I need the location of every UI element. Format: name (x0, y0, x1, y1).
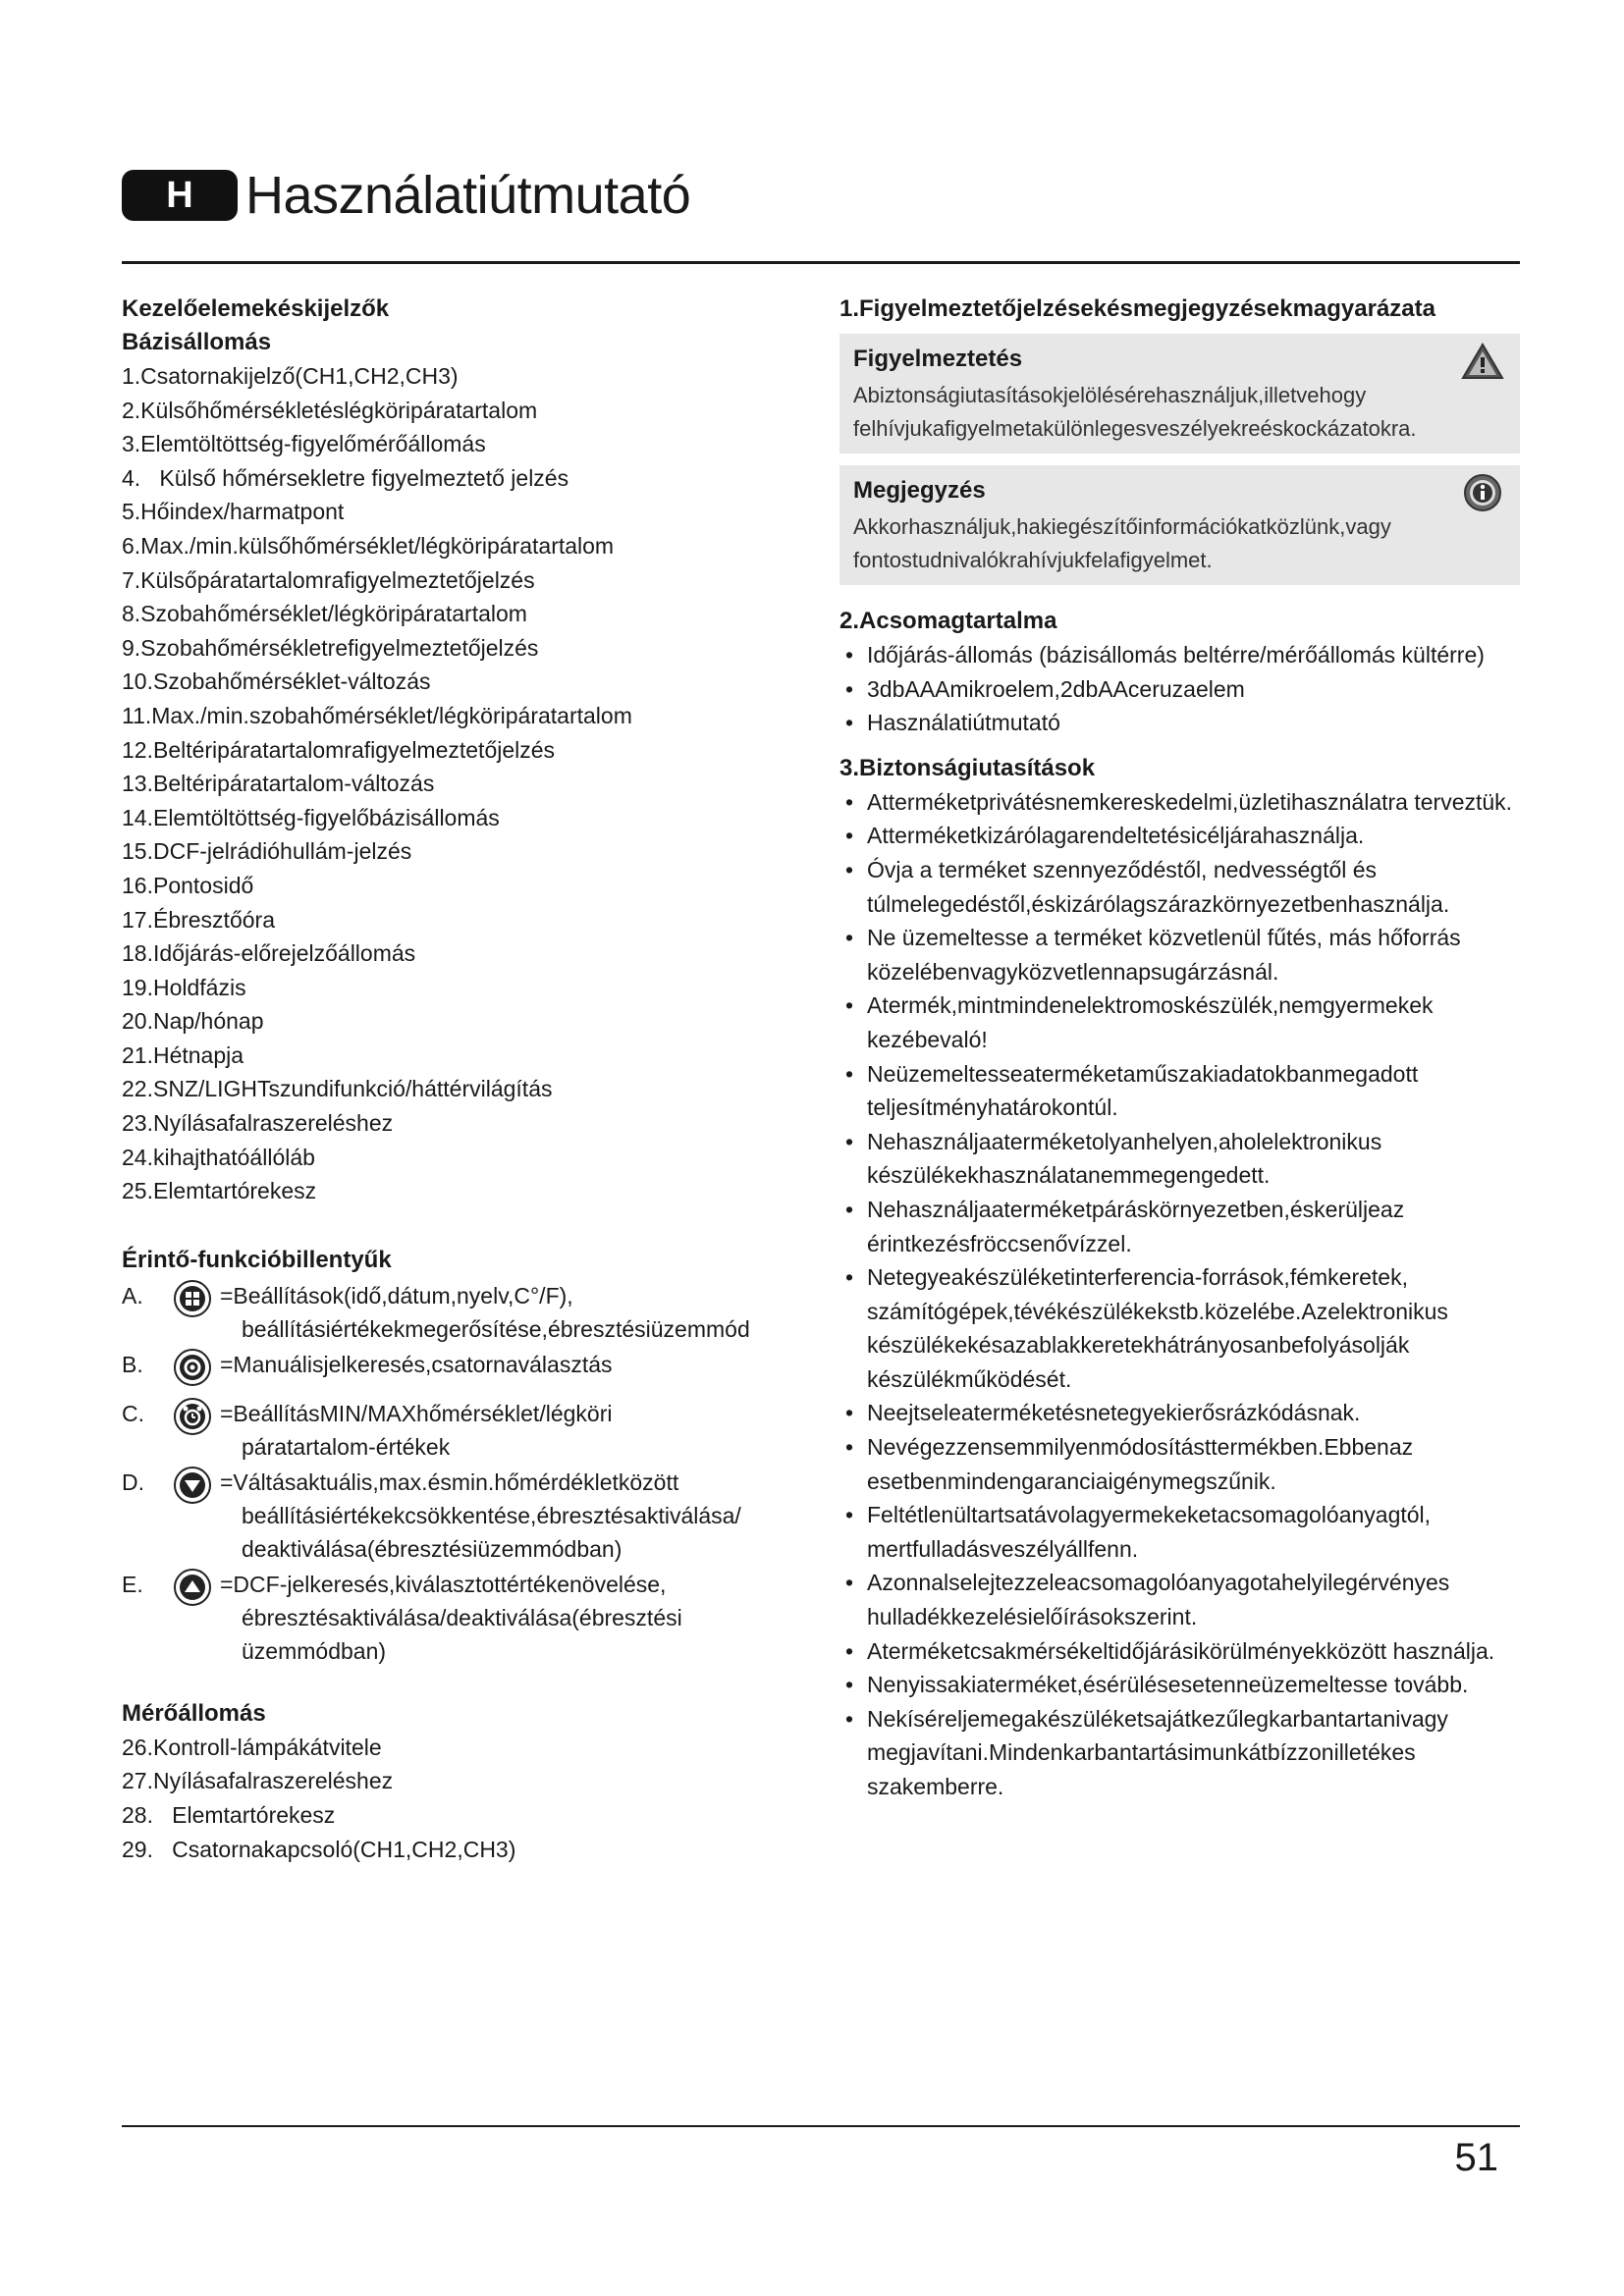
warning-box (839, 334, 1520, 454)
package-contents-list (839, 638, 1520, 740)
list-item: 29. Csatornakapcsoló(CH1,CH2,CH3) (122, 1836, 516, 1862)
touch-key-letter: B. (122, 1351, 143, 1377)
list-item: • Netegyeakészüléketinterferencia-források,fémkeretek, számítógépek,tévékészülékekstb.közelébe.Azelektronikus készülékekésazablakkeretekhátrányosanbefolyásolják készülékműködését. (839, 1260, 1520, 1396)
touch-key-letter: A. (122, 1282, 143, 1308)
arrow-down-icon (173, 1466, 212, 1505)
left-column (122, 293, 770, 1866)
sensor-station-heading: Mérőállomás (122, 1699, 266, 1727)
arrow-up-icon (173, 1568, 212, 1607)
list-item: • Feltétlenültartsatávolagyermekeketacsomagolóanyagtól, mertfulladásveszélyállfenn. (839, 1498, 1520, 1566)
list-item: • 3dbAAAmikroelem,2dbAAceruzaelem (839, 672, 1520, 707)
touch-key-description: páratartalom-értékek (242, 1433, 451, 1460)
list-item: • Atterméketprivátésnemkereskedelmi,üzletihasználatra terveztük. (839, 785, 1520, 820)
note-text: fontostudnivalókrahívjukfelafigyelmet. (853, 548, 1213, 572)
warning-triangle-icon (1461, 342, 1504, 381)
touch-keys-heading: Érintő-funkcióbillentyűk (122, 1246, 392, 1273)
right-column (839, 293, 1520, 1804)
touch-key-description: =DCF-jelkeresés,kiválasztottértékenövelése, (220, 1571, 667, 1597)
touch-key-letter: C. (122, 1400, 144, 1426)
list-item: 21.Hétnapja (122, 1041, 244, 1068)
list-item: • Aterméketcsakmérsékeltidőjárásikörülményekközött használja. (839, 1634, 1520, 1669)
list-item: 2.Külsőhőmérsékletéslégköripáratartalom (122, 397, 538, 423)
page-number: 51 (1454, 2136, 1498, 2179)
list-item: 20.Nap/hónap (122, 1008, 264, 1035)
list-item: 1.Csatornakijelző(CH1,CH2,CH3) (122, 363, 459, 389)
list-item: 5.Hőindex/harmatpont (122, 499, 345, 525)
list-item: 18.Időjárás-előrejelzőállomás (122, 940, 416, 967)
touch-key-description: =Manuálisjelkeresés,csatornaválasztás (220, 1351, 613, 1377)
list-item: • Használatiútmutató (839, 706, 1520, 740)
list-item: 16.Pontosidő (122, 872, 254, 898)
list-item: • Nehasználjaaterméketpáráskörnyezetben,éskerüljeaz érintkezésfröccsenővízzel. (839, 1193, 1520, 1260)
settings-grid-icon (173, 1279, 212, 1318)
list-item: • Azonnalselejtezzeleacsomagolóanyagotahelyilegérvényes hulladékkezelésielőírásokszerint. (839, 1566, 1520, 1633)
list-item: • Nevégezzensemmilyenmódosításttermékben.Ebbenaz esetbenmindengaranciaigénymegszűnik. (839, 1430, 1520, 1498)
list-item: 26.Kontroll-lámpákátvitele (122, 1734, 382, 1760)
touch-key-description: beállításiértékekcsökkentése,ébresztésaktiválása/ (242, 1502, 741, 1528)
touch-key-description: üzemmódban) (242, 1637, 387, 1664)
list-item: • Nekíséreljemegakészüléketsajátkezűlegkarbantartanivagy megjavítani.Mindenkarbantartásimunkátbízzonilletékes szakemberre. (839, 1702, 1520, 1804)
list-item: 12.Beltéripáratartalomrafigyelmeztetőjelzés (122, 736, 556, 763)
list-item: • Ne üzemeltesse a terméket közvetlenül fűtés, más hőforrás közelébenvagyközvetlennapsugárzásnál. (839, 921, 1520, 988)
touch-key-row (122, 1568, 770, 1668)
list-item: 11.Max./min.szobahőmérséklet/légköripáratartalom (122, 702, 632, 728)
top-divider (122, 261, 1520, 264)
base-station-list (122, 359, 770, 1208)
section-1-heading: 1.Figyelmeztetőjelzésekésmegjegyzésekmagyarázata (839, 295, 1435, 322)
channel-dial-icon (173, 1348, 212, 1387)
warning-title: Figyelmeztetés (853, 346, 1023, 372)
section-2-heading: 2.Acsomagtartalma (839, 608, 1057, 634)
list-item: • Nenyissakiaterméket,ésérülésesetenneüzemeltesse tovább. (839, 1668, 1520, 1702)
list-item: 19.Holdfázis (122, 974, 246, 1000)
touch-key-row (122, 1279, 770, 1346)
list-item: • Atterméketkizárólagarendeltetésicéljárahasználja. (839, 819, 1520, 853)
touch-key-row (122, 1348, 770, 1387)
list-item: • Neejtseleaterméketésnetegyekierősrázkódásnak. (839, 1396, 1520, 1430)
touch-key-description: =Beállítások(idő,dátum,nyelv,C°/F), (220, 1282, 573, 1308)
list-item: • Neüzemeltesseaterméketaműszakiadatokbanmegadott teljesítményhatárokontúl. (839, 1057, 1520, 1125)
list-item: 28. Elemtartórekesz (122, 1802, 336, 1829)
touch-key-letter: D. (122, 1468, 144, 1495)
list-item: 9.Szobahőmérsékletrefigyelmeztetőjelzés (122, 634, 539, 661)
page-title: Használatiútmutató (245, 166, 691, 225)
warning-text: felhívjukafigyelmetakülönlegesveszélyekreéskockázatokra. (853, 416, 1417, 441)
list-item: 24.kihajthatóállóláb (122, 1144, 315, 1170)
list-item: 13.Beltéripáratartalom-változás (122, 771, 435, 797)
note-text: Akkorhasználjuk,hakiegészítőinformációkatközlünk,vagy (853, 514, 1391, 539)
list-item: 23.Nyílásafalraszereléshez (122, 1110, 394, 1137)
touch-key-description: ébresztésaktiválása/deaktiválása(ébresztési (242, 1604, 682, 1630)
warning-text: Abiztonságiutasításokjelölésérehasználjuk,illetvehogy (853, 383, 1367, 407)
list-item: 25.Elemtartórekesz (122, 1178, 317, 1204)
touch-key-description: deaktiválása(ébresztésiüzemmódban) (242, 1535, 623, 1562)
list-item: • Atermék,mintmindenelektromoskészülék,nemgyermekek kezébevaló! (839, 988, 1520, 1056)
list-item: 8.Szobahőmérséklet/légköripáratartalom (122, 601, 527, 627)
section-3-heading: 3.Biztonságiutasítások (839, 754, 1096, 781)
language-badge: H (122, 170, 238, 221)
touch-key-description: beállításiértékekmegerősítése,ébresztésiüzemmód (242, 1315, 750, 1342)
list-item: 14.Elemtöltöttség-figyelőbázisállomás (122, 804, 500, 830)
base-station-heading: Bázisállomás (122, 329, 272, 355)
sensor-station-list (122, 1731, 770, 1866)
touch-key-description: =BeállításMIN/MAXhőmérséklet/légköri (220, 1400, 613, 1426)
list-item: 3.Elemtöltöttség-figyelőmérőállomás (122, 431, 486, 457)
info-icon (1461, 473, 1504, 512)
list-item: 4. Külső hőmérsekletre figyelmeztető jelzés (122, 464, 569, 491)
touch-key-row (122, 1397, 770, 1464)
list-item: 7.Külsőpáratartalomrafigyelmeztetőjelzés (122, 566, 535, 593)
list-item: 17.Ébresztőóra (122, 906, 275, 933)
controls-heading: Kezelőelemekéskijelzők (122, 295, 390, 322)
note-box (839, 465, 1520, 585)
touch-key-letter: E. (122, 1571, 143, 1597)
list-item: 10.Szobahőmérséklet-változás (122, 668, 431, 695)
list-item: 22.SNZ/LIGHTszundifunkció/háttérvilágítás (122, 1076, 553, 1102)
list-item: • Óvja a terméket szennyeződéstől, nedvességtől és túlmelegedéstől,éskizárólagszárazkörnyezetbenhasználja. (839, 853, 1520, 921)
touch-key-description: =Váltásaktuális,max.ésmin.hőmérdékletközött (220, 1468, 679, 1495)
touch-key-row (122, 1466, 770, 1566)
list-item: 6.Max./min.külsőhőmérséklet/légköripáratartalom (122, 532, 615, 559)
safety-instructions-list (839, 785, 1520, 1804)
list-item: • Időjárás-állomás (bázisállomás beltérre/mérőállomás kültérre) (839, 638, 1520, 672)
list-item: 27.Nyílásafalraszereléshez (122, 1768, 394, 1794)
note-title: Megjegyzés (853, 477, 986, 504)
list-item: • Nehasználjaaterméketolyanhelyen,aholelektronikus készülékekhasználatanemmegengedett. (839, 1125, 1520, 1193)
alarm-clock-icon (173, 1397, 212, 1436)
bottom-divider (122, 2125, 1520, 2127)
page-header (122, 165, 690, 226)
list-item: 15.DCF-jelrádióhullám-jelzés (122, 838, 412, 865)
